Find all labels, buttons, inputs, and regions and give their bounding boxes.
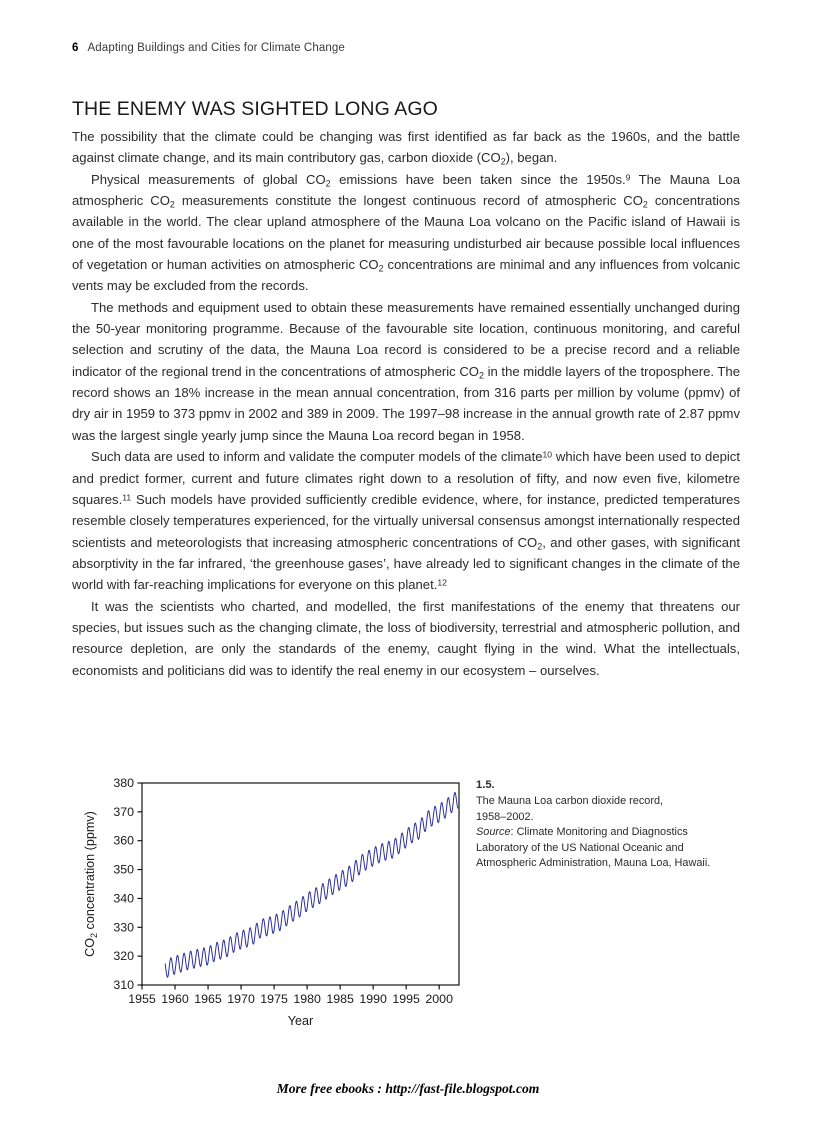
p2-subscript-4: 2 xyxy=(378,263,384,274)
y-axis-label xyxy=(83,811,99,957)
figure-title-line-2: 1958–2002. xyxy=(476,810,534,823)
p2-text-d: measurements constitute the longest continuous record of atmospheric CO xyxy=(174,193,643,209)
chart-svg xyxy=(72,772,472,1037)
footnote-marker-9: 9 xyxy=(625,172,631,183)
body-text xyxy=(72,126,740,681)
footnote-marker-11: 11 xyxy=(122,492,132,503)
p1-text-a: The possibility that the climate could be changing was first identified as far back as the 1960s, and the battle against climate change, and its main contributory gas, carbon dioxide (CO xyxy=(72,129,740,166)
page-footer: More free ebooks : http://fast-file.blogspot.com xyxy=(276,1081,540,1096)
p2-text-e: concentrations available in the world. The clear upland atmosphere of the Mauna Loa volcano on the Pacific island of Hawaii is one of the most favourable locations on the planet for measuring undisturbed air because possible local influences of vegetation or human activities on atmospheric CO xyxy=(72,193,740,273)
p4-text-d: , and other gases, with significant absorptivity in the far infrared, ‘the greenhouse gases’, have already led to significant changes in the climate of the world with far-reaching implications for everyone on this planet. xyxy=(72,534,740,593)
mauna-loa-co2-chart xyxy=(72,772,472,1037)
paragraph-2 xyxy=(72,169,740,297)
figure-title-line-1: The Mauna Loa carbon dioxide record, xyxy=(476,795,664,808)
paragraph-5: It was the scientists who charted, and modelled, the first manifestations of the enemy that threatens our species, but issues such as the changing climate, the loss of biodiversity, terrestrial and atmospheric pollution, and resource depletion, are only the standards of the enemy, caught flying in the wind. What the intellectuals, economists and politicians did was to identify the real enemy in our ecosystem – ourselves. xyxy=(72,598,740,678)
x-axis-label: Year xyxy=(287,1014,314,1028)
y-tick-label: 370 xyxy=(113,804,134,819)
x-tick-label: 1955 xyxy=(128,992,156,1006)
x-tick-label: 1970 xyxy=(227,992,255,1006)
p3-subscript: 2 xyxy=(478,370,484,381)
p2-text-f: concentrations are minimal and any influences from volcanic vents may be excluded from the records. xyxy=(72,257,740,294)
footnote-marker-12: 12 xyxy=(437,577,447,588)
x-tick-label: 1980 xyxy=(293,992,321,1006)
p3-text-a: The methods and equipment used to obtain these measurements have remained essentially unchanged during the 50-year monitoring programme. Because of the favourable site location, continuous monitoring, and careful selection and scrutiny of the data, the Mauna Loa record is considered to be a precise record and a reliable indicator of the regional trend in the concentrations of atmospheric CO xyxy=(72,299,740,379)
paragraph-3 xyxy=(72,297,740,446)
figure-caption xyxy=(476,778,734,871)
source-text: : Climate Monitoring and Diagnostics Laboratory of the US National Oceanic and Atmospheric Administration, Mauna Loa, Hawaii. xyxy=(476,826,711,870)
figure-1-5 xyxy=(72,772,740,1037)
p1-subscript: 2 xyxy=(500,156,506,167)
x-tick-label: 1975 xyxy=(260,992,288,1006)
y-tick-label: 330 xyxy=(113,920,134,935)
p2-text-b: emissions have been taken since the 1950s. xyxy=(330,171,626,187)
footnote-marker-10: 10 xyxy=(542,449,553,460)
p2-subscript-1: 2 xyxy=(325,178,331,189)
p4-text-b: which have been used to depict and predict former, current and future climates right down to a resolution of fifty, and now even five, kilometre squares. xyxy=(72,449,740,507)
figure-number: 1.5. xyxy=(476,779,495,791)
book-title: Adapting Buildings and Cities for Climate Change xyxy=(87,42,345,54)
paragraph-4 xyxy=(72,446,740,595)
x-tick-label: 1965 xyxy=(194,992,222,1006)
svg-text:CO2 concentration (ppmv): $CO_2$ concentration (ppmv) xyxy=(83,811,100,957)
source-label: Source xyxy=(476,826,511,839)
page-number: 6 xyxy=(72,42,79,54)
p2-subscript-3: 2 xyxy=(642,199,648,210)
p3-text-b: in the middle layers of the troposphere. The record shows an 18% increase in the mean annual concentration, from 316 parts per million by volume (ppmv) of dry air in 1959 to 373 ppmv in 2002 and 389 in 2009. The 1997–98 increase in the annual growth rate of 2.87 ppmv was the largest single yearly jump since the Mauna Loa record began in 1958. xyxy=(72,363,740,443)
y-tick-label: 320 xyxy=(113,949,134,964)
running-head xyxy=(72,42,345,54)
y-tick-label: 310 xyxy=(113,978,134,992)
x-tick-label: 1985 xyxy=(326,992,354,1006)
y-tick-label: 340 xyxy=(113,891,134,906)
p2-text-a: Physical measurements of global CO xyxy=(91,171,326,187)
co2-data-line xyxy=(165,792,458,977)
p1-text-b: ), began. xyxy=(505,150,558,166)
p2-subscript-2: 2 xyxy=(169,199,175,210)
y-tick-label: 350 xyxy=(113,862,134,877)
x-tick-label: 1960 xyxy=(161,992,189,1006)
p4-text-a: Such data are used to inform and validate the computer models of the climate xyxy=(91,449,543,465)
p4-subscript: 2 xyxy=(537,541,543,552)
y-tick-label: 380 xyxy=(113,776,134,790)
section-heading: THE ENEMY WAS SIGHTED LONG AGO xyxy=(72,98,438,121)
p4-text-c: Such models have provided sufficiently credible evidence, where, for instance, predicted temperatures resemble closely temperatures experienced, for the virtually universal consensus amongst internationally respected scientists and meteorologists that increasing atmospheric concentrations of CO xyxy=(72,491,740,550)
figure-source xyxy=(476,825,734,871)
x-tick-label: 2000 xyxy=(425,992,453,1006)
x-tick-label: 1995 xyxy=(392,992,420,1006)
y-tick-label: 360 xyxy=(113,833,134,848)
paragraph-1 xyxy=(72,126,740,169)
p2-text-c: The Mauna Loa atmospheric CO xyxy=(72,171,740,209)
x-tick-label: 1990 xyxy=(359,992,387,1006)
